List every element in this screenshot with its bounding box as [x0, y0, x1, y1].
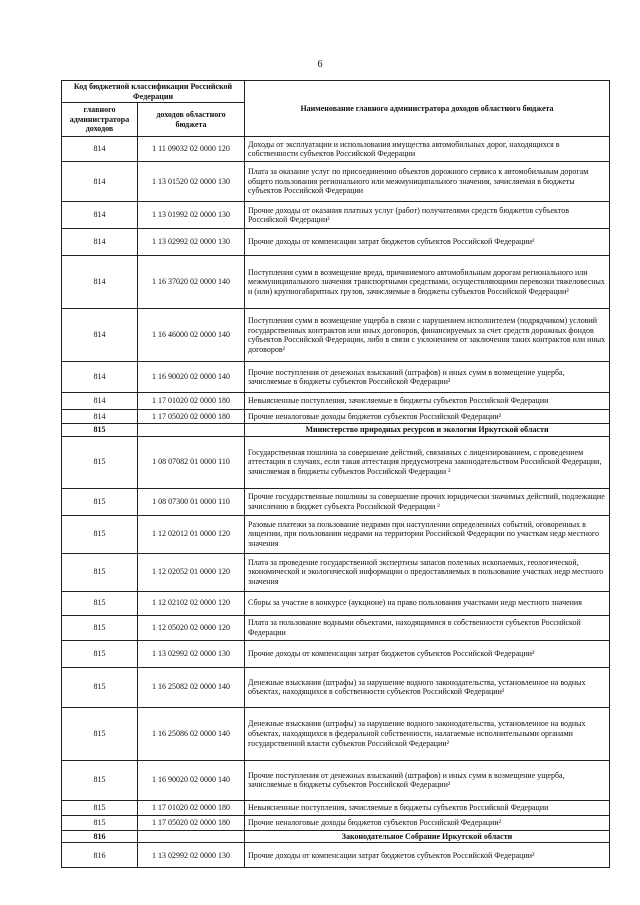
classification-code-header: Код бюджетной классификации Российской Федерации [62, 81, 245, 103]
administrator-name-cell: Невыясненные поступления, зачисляемые в бюджеты субъектов Российской Федерации [245, 800, 610, 815]
table-row [62, 843, 610, 868]
table-row [62, 436, 610, 488]
administrator-name-cell: Прочие государственные пошлины за совершение прочих юридически значимых действий, подлежащие зачислению в бюджет субъекта Российской Федерации ² [245, 488, 610, 515]
ministry-row [62, 424, 610, 437]
admin-code-cell: 816 [62, 830, 138, 843]
table-row [62, 553, 610, 591]
table-row [62, 707, 610, 760]
administrator-name-cell: Законодательное Собрание Иркутской области [245, 830, 610, 843]
income-code-cell: 1 12 02012 01 0000 120 [138, 515, 245, 553]
income-code-cell: 1 17 01020 02 0000 180 [138, 800, 245, 815]
administrator-name-cell: Прочие доходы от компенсации затрат бюджетов субъектов Российской Федерации² [245, 229, 610, 256]
table-row [62, 137, 610, 162]
table-row [62, 488, 610, 515]
income-code-cell: 1 16 37020 02 0000 140 [138, 256, 245, 309]
table-row [62, 393, 610, 410]
administrator-name-cell: Прочие доходы от оказания платных услуг (работ) получателями средств бюджетов субъектов Российской Федерации² [245, 202, 610, 229]
table-row [62, 640, 610, 667]
table-row [62, 591, 610, 615]
admin-code-cell: 815 [62, 615, 138, 640]
administrator-name-cell: Прочие поступления от денежных взысканий (штрафов) и иных сумм в возмещение ущерба, зачисляемые в бюджеты субъектов Российской Федерации² [245, 362, 610, 393]
table-row [62, 800, 610, 815]
administrator-name-cell: Прочие поступления от денежных взысканий (штрафов) и иных сумм в возмещение ущерба, зачисляемые в бюджеты субъектов Российской Федерации² [245, 760, 610, 800]
administrator-name-header: Наименование главного администратора доходов областного бюджета [245, 81, 610, 137]
table-row [62, 362, 610, 393]
admin-code-cell: 816 [62, 843, 138, 868]
income-administrators-table [61, 80, 610, 868]
income-code-cell: 1 17 05020 02 0000 180 [138, 815, 245, 830]
admin-code-cell: 815 [62, 707, 138, 760]
administrator-name-cell: Невыясненные поступления, зачисляемые в бюджеты субъектов Российской Федерации [245, 393, 610, 410]
administrator-name-cell: Прочие доходы от компенсации затрат бюджетов субъектов Российской Федерации² [245, 843, 610, 868]
table-body [62, 137, 610, 868]
income-code-cell: 1 13 01992 02 0000 130 [138, 202, 245, 229]
table-row [62, 256, 610, 309]
administrator-name-cell: Поступления сумм в возмещение вреда, причиняемого автомобильным дорогам регионального или межмуниципального значения транспортными средствами, осуществляющими перевозки тяжеловесных и (или) крупногабаритных грузов, зачисляемые в бюджеты субъектов Российской Федерации² [245, 256, 610, 309]
income-code-cell: 1 16 90020 02 0000 140 [138, 760, 245, 800]
table-row [62, 667, 610, 707]
administrator-name-cell: Министерство природных ресурсов и экологии Иркутской области [245, 424, 610, 437]
table-row [62, 815, 610, 830]
administrator-name-cell: Прочие доходы от компенсации затрат бюджетов субъектов Российской Федерации² [245, 640, 610, 667]
ministry-row [62, 830, 610, 843]
income-code-cell: 1 13 02992 02 0000 130 [138, 640, 245, 667]
income-code-cell [138, 424, 245, 437]
admin-code-cell: 815 [62, 488, 138, 515]
income-code-header: доходов областного бюджета [138, 103, 245, 137]
administrator-name-cell: Сборы за участие в конкурсе (аукционе) на право пользования участками недр местного значения [245, 591, 610, 615]
income-code-cell: 1 11 09032 02 0000 120 [138, 137, 245, 162]
administrator-name-cell: Плата за проведение государственной экспертизы запасов полезных ископаемых, геологической, экономической и экологической информации о предоставляемых в пользование участках недр местного значения [245, 553, 610, 591]
table-row [62, 615, 610, 640]
admin-code-cell: 814 [62, 256, 138, 309]
admin-code-cell: 814 [62, 162, 138, 202]
admin-code-cell: 814 [62, 202, 138, 229]
admin-code-cell: 814 [62, 229, 138, 256]
income-code-cell: 1 17 05020 02 0000 180 [138, 410, 245, 424]
admin-code-cell: 815 [62, 667, 138, 707]
income-code-cell: 1 13 02992 02 0000 130 [138, 229, 245, 256]
income-code-cell: 1 12 02102 02 0000 120 [138, 591, 245, 615]
administrator-name-cell: Плата за пользование водными объектами, находящимися в собственности субъектов Российской Федерации [245, 615, 610, 640]
admin-code-cell: 815 [62, 760, 138, 800]
page-number: 6 [317, 59, 323, 70]
admin-code-cell: 815 [62, 640, 138, 667]
income-code-cell: 1 16 25086 02 0000 140 [138, 707, 245, 760]
administrator-name-cell: Денежные взыскания (штрафы) за нарушение водного законодательства, установленное на водных объектах, находящихся в собственности субъектов Российской Федерации² [245, 667, 610, 707]
admin-code-cell: 814 [62, 410, 138, 424]
administrator-name-cell: Поступления сумм в возмещение ущерба в связи с нарушением исполнителем (подрядчиком) условий государственных контрактов или иных договоров, финансируемых за счет средств дорожных фондов субъектов Российской Федерации, либо в связи с уклонением от заключения таких контрактов или иных договоров² [245, 309, 610, 362]
income-code-cell: 1 08 07082 01 0000 110 [138, 436, 245, 488]
table-row [62, 760, 610, 800]
income-code-cell: 1 13 01520 02 0000 130 [138, 162, 245, 202]
administrator-name-cell: Прочие неналоговые доходы бюджетов субъектов Российской Федерации² [245, 815, 610, 830]
table-row [62, 229, 610, 256]
admin-code-cell: 815 [62, 815, 138, 830]
administrator-name-cell: Доходы от эксплуатации и использования имущества автомобильных дорог, находящихся в собственности субъектов Российской Федерации [245, 137, 610, 162]
table-row [62, 202, 610, 229]
admin-code-cell: 814 [62, 137, 138, 162]
income-code-cell: 1 12 02052 01 0000 120 [138, 553, 245, 591]
administrator-name-cell: Прочие неналоговые доходы бюджетов субъектов Российской Федерации² [245, 410, 610, 424]
income-code-cell: 1 08 07300 01 0000 110 [138, 488, 245, 515]
admin-code-cell: 814 [62, 362, 138, 393]
administrator-name-cell: Разовые платежи за пользование недрами при наступлении определенных событий, оговоренных в лицензии, при пользовании недрами на территории Российской Федерации по участкам недр местного значения [245, 515, 610, 553]
admin-code-cell: 815 [62, 553, 138, 591]
admin-code-cell: 815 [62, 424, 138, 437]
administrator-name-cell: Государственная пошлина за совершение действий, связанных с лицензированием, с проведением аттестации в случаях, если такая аттестация предусмотрена законодательством Российской Федерации, зачисляемая в бюджеты субъектов Российской Федерации ² [245, 436, 610, 488]
admin-code-cell: 814 [62, 309, 138, 362]
table-row [62, 309, 610, 362]
income-code-cell: 1 13 02992 02 0000 130 [138, 843, 245, 868]
income-code-cell: 1 12 05020 02 0000 120 [138, 615, 245, 640]
admin-code-header: главного администратора доходов [62, 103, 138, 137]
administrator-name-cell: Денежные взыскания (штрафы) за нарушение водного законодательства, установленное на водных объектах, находящихся в федеральной собственности, налагаемые исполнительными органами государственной власти субъектов Российской Федерации² [245, 707, 610, 760]
table-row [62, 162, 610, 202]
income-code-cell: 1 16 90020 02 0000 140 [138, 362, 245, 393]
table-row [62, 410, 610, 424]
income-code-cell: 1 17 01020 02 0000 180 [138, 393, 245, 410]
administrator-name-cell: Плата за оказание услуг по присоединению объектов дорожного сервиса к автомобильным дорогам общего пользования регионального или межмуниципального значения, зачисляемая в бюджеты субъектов Российской Федерации [245, 162, 610, 202]
admin-code-cell: 815 [62, 800, 138, 815]
admin-code-cell: 815 [62, 591, 138, 615]
table-row [62, 515, 610, 553]
admin-code-cell: 815 [62, 515, 138, 553]
admin-code-cell: 814 [62, 393, 138, 410]
income-code-cell: 1 16 46000 02 0000 140 [138, 309, 245, 362]
income-code-cell: 1 16 25082 02 0000 140 [138, 667, 245, 707]
admin-code-cell: 815 [62, 436, 138, 488]
income-code-cell [138, 830, 245, 843]
